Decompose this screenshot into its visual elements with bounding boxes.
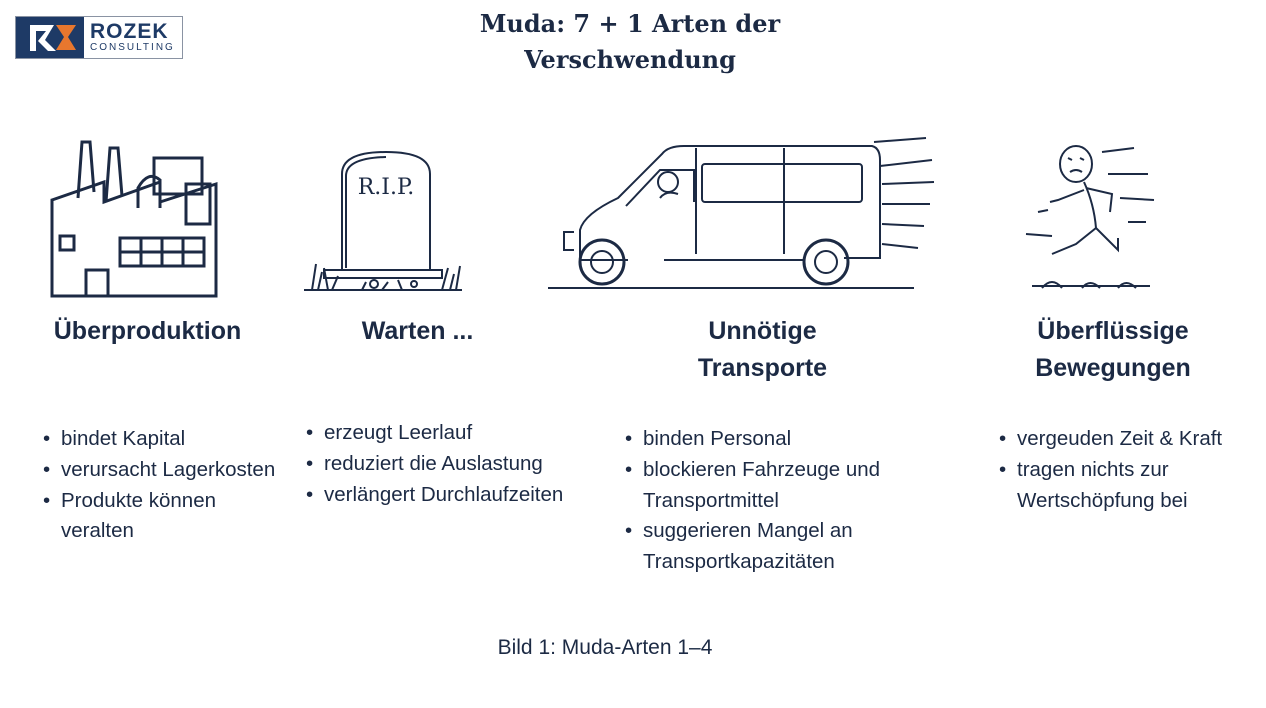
list-item: • bindet Kapital: [61, 424, 291, 455]
list-bewegungen: [999, 424, 1266, 516]
heading-warten: Warten ...: [361, 317, 474, 345]
list-item: • verlängert Durchlaufzeiten: [324, 480, 564, 511]
factory-icon: [48, 138, 223, 300]
heading-transporte: Unnötige Transporte: [697, 317, 828, 382]
van-icon: [544, 136, 936, 294]
list-transporte: [625, 424, 943, 578]
logo-mark-icon: [16, 17, 84, 58]
list-item: • blockieren Fahrzeuge und Transportmittel: [643, 455, 943, 517]
title-line-1: Muda: 7 + 1 Arten der: [479, 9, 781, 38]
list-item: • vergeuden Zeit & Kraft: [1017, 424, 1266, 455]
tombstone-text: R.I.P.: [357, 175, 415, 200]
list-ueberproduktion: [43, 424, 291, 547]
list-item: • suggerieren Mangel an Transportkapazitäten: [643, 516, 943, 578]
figure-caption: Bild 1: Muda-Arten 1–4: [497, 636, 713, 659]
title-line-2: Verschwendung: [524, 45, 736, 74]
page-title: [460, 6, 800, 78]
list-item: • tragen nichts zur Wertschöpfung bei: [1017, 455, 1266, 517]
running-man-icon: [1022, 138, 1158, 292]
company-logo: [15, 16, 183, 59]
heading-bewegungen: Überflüssige Bewegungen: [1035, 317, 1191, 382]
logo-subtitle: CONSULTING: [90, 41, 175, 53]
logo-name: ROZEK: [90, 19, 169, 43]
list-warten: [306, 418, 564, 510]
list-item: • reduziert die Auslastung: [324, 449, 564, 480]
tombstone-icon: [302, 148, 464, 298]
list-item: • verursacht Lagerkosten: [61, 455, 291, 486]
list-item: • Produkte können veralten: [61, 486, 291, 548]
list-item: • binden Personal: [643, 424, 943, 455]
list-item: • erzeugt Leerlauf: [324, 418, 564, 449]
heading-ueberproduktion: Überproduktion: [53, 317, 242, 345]
